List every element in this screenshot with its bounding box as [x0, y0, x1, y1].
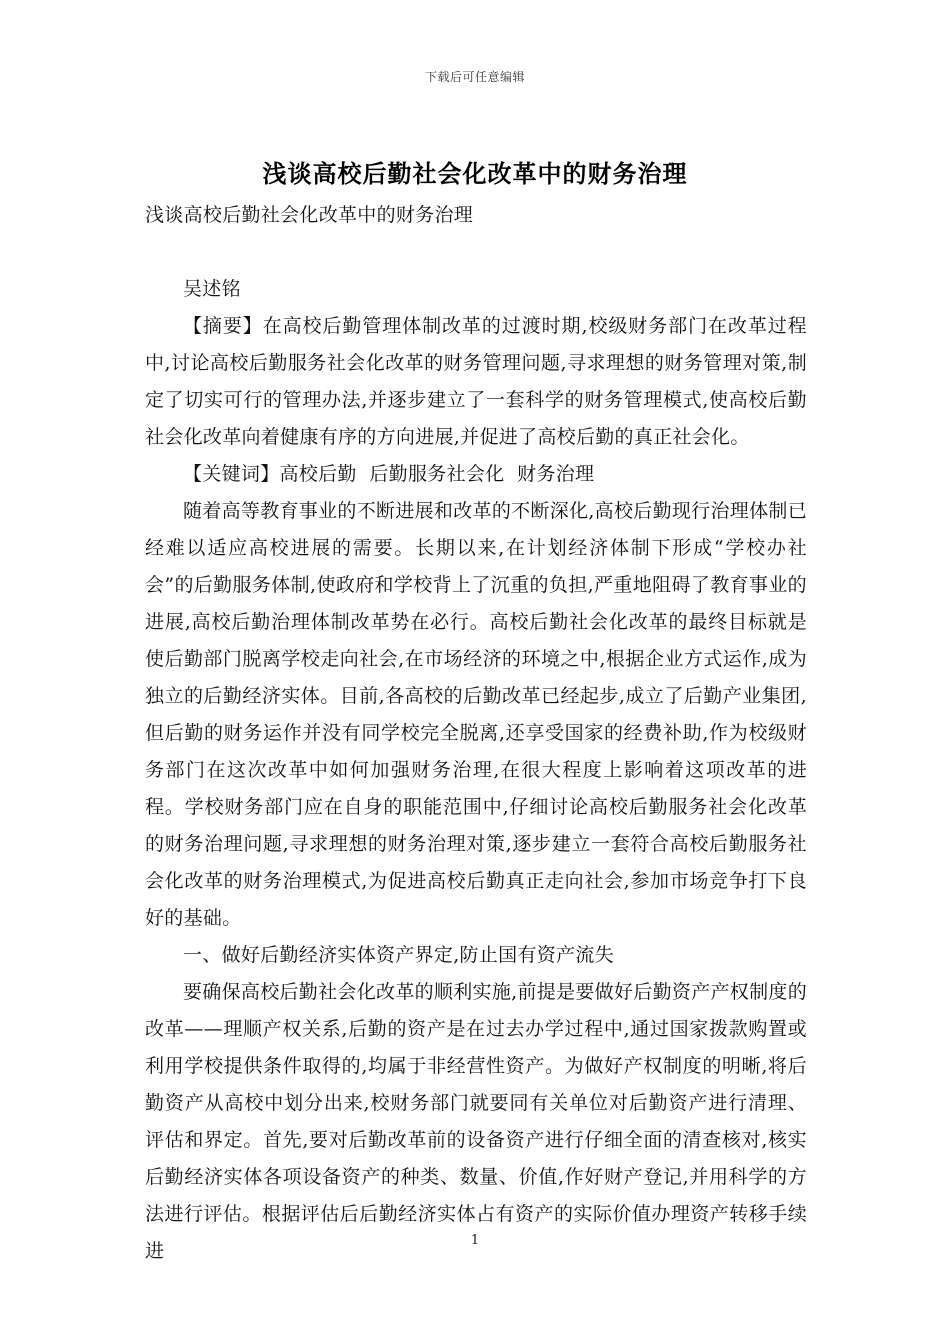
section-heading: 一、做好后勤经济实体资产界定,防止国有资产流失 — [183, 944, 614, 966]
keywords-line: 【关键词】高校后勤 后勤服务社会化 财务治理 — [183, 463, 595, 485]
author-name: 吴述铭 — [183, 278, 241, 300]
document-body — [145, 197, 807, 1270]
abstract-paragraph: 【摘要】在高校后勤管理体制改革的过渡时期,校级财务部门在改革过程中,讨论高校后勤服务社会化改革的财务管理问题,寻求理想的财务管理对策,制定了切实可行的管理办法,并逐步建立了一套科学的财务管理模式,使高校后勤社会化改革向着健康有序的方向进展,并促进了高校后勤的真正社会化。 — [145, 315, 807, 448]
page-number: 1 — [470, 1233, 480, 1248]
header-note: 下载后可任意编辑 — [424, 70, 525, 84]
body-paragraph: 要确保高校后勤社会化改革的顺利实施,前提是要做好后勤资产产权制度的改革——理顺产权关系,后勤的资产是在过去办学过程中,通过国家拨款购置或利用学校提供条件取得的,均属于非经营性资产。为做好产权制度的明晰,将后勤资产从高校中划分出来,校财务部门就要同有关单位对后勤资产进行清理、评估和界定。首先,要对后勤改革前的设备资产进行仔细全面的清查核对,核实后勤经济实体各项设备资产的种类、数量、价值,作好财产登记,并用科学的方法进行评估。根据评估后后勤经济实体占有资产的实际价值办理资产转移手续进 — [145, 981, 807, 1262]
body-paragraph: 随着高等教育事业的不断进展和改革的不断深化,高校后勤现行治理体制已经难以适应高校进展的需要。长期以来,在计划经济体制下形成“学校办社会”的后勤服务体制,使政府和学校背上了沉重的负担,严重地阻碍了教育事业的进展,高校后勤治理体制改革势在必行。高校后勤社会化改革的最终目标就是使后勤部门脱离学校走向社会,在市场经济的环境之中,根据企业方式运作,成为独立的后勤经济实体。目前,各高校的后勤改革已经起步,成立了后勤产业集团,但后勤的财务运作并没有同学校完全脱离,还享受国家的经费补助,作为校级财务部门在这次改革中如何加强财务治理,在很大程度上影响着这项改革的进程。学校财务部门应在自身的职能范围中,仔细讨论高校后勤服务社会化改革的财务治理问题,寻求理想的财务治理对策,逐步建立一套符合高校后勤服务社会化改革的财务治理模式,为促进高校后勤真正走向社会,参加市场竞争打下良好的基础。 — [145, 500, 807, 929]
document-title: 浅谈高校后勤社会化改革中的财务治理 — [262, 159, 688, 188]
document-subtitle: 浅谈高校后勤社会化改革中的财务治理 — [145, 204, 474, 226]
